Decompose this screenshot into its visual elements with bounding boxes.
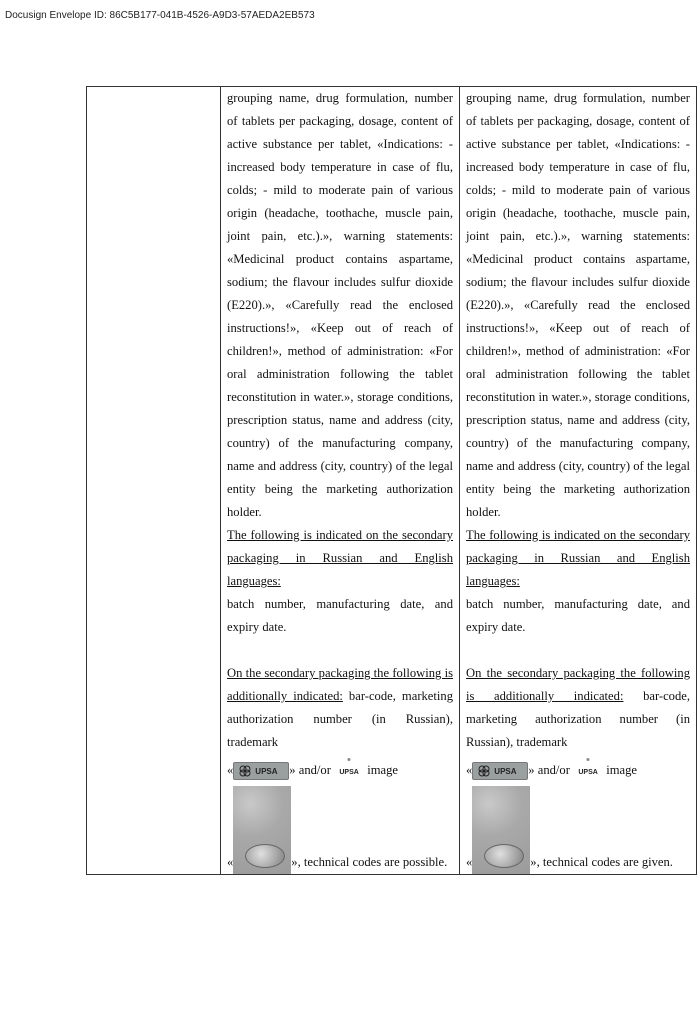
current-text-cell [221, 87, 460, 875]
tablet-image-line: « », technical codes are possible. [227, 786, 453, 874]
labeling-text: grouping name, drug formulation, number of tablets per packaging, dosage, content of active substance per tablet, «Indications: - increased body temperature in case of flu, colds; - mild to moderate pain of various origin (headache, toothache, muscle pain, joint pain, etc.).», warning statements: «Medicinal product contains aspartame, sodium; the flavour includes sulfur dioxide (E220).», «Carefully read the enclosed instructions!», «Keep out of reach of children!», method of administration: «For oral administration following the tablet reconstitution in water.», storage conditions, prescription status, name and address (city, country) of the manufacturing company, name and address (city, country) of the legal entity being the marketing authorization holder. [227, 91, 453, 519]
additional-rest: bar-code, marketing authorization number (in Russian), trademark [466, 689, 691, 749]
tablet-image-line: « », technical codes are given. [466, 786, 690, 874]
additional-heading: On the secondary packaging the following is additionally indicated: [227, 666, 453, 703]
additional-text [466, 662, 690, 754]
proposed-text-cell [460, 87, 697, 875]
upsa-logo-bar: UPSA [233, 762, 289, 780]
clover-icon [238, 765, 252, 777]
batch-text: batch number, manufacturing date, and expiry date. [466, 597, 690, 634]
logo-line: « UPSA » and/or UPSA image [227, 758, 453, 784]
clover-icon [477, 765, 491, 777]
labeling-text: grouping name, drug formulation, number of tablets per packaging, dosage, content of active substance per tablet, «Indications: - increased body temperature in case of flu, colds; - mild to moderate pain of various origin (headache, toothache, muscle pain, joint pain, etc.).», warning statements: «Medicinal product contains aspartame, sodium; the flavour includes sulfur dioxide (E220).», «Carefully read the enclosed instructions!», «Keep out of reach of children!», method of administration: «For oral administration following the tablet reconstitution in water.», storage conditions, prescription status, name and address (city, country) of the manufacturing company, name and address (city, country) of the legal entity being the marketing authorization holder. [466, 91, 690, 519]
tablet-image [472, 786, 530, 874]
upsa-logo-bar: UPSA [472, 762, 528, 780]
additional-rest: bar-code, marketing authorization number (in Russian), trademark [227, 689, 453, 749]
additional-heading: On the secondary packaging the following is additionally indicated: [466, 666, 690, 703]
upsa-logo-stack: UPSA [573, 758, 603, 784]
batch-text: batch number, manufacturing date, and expiry date. [227, 597, 453, 634]
additional-text [227, 662, 453, 754]
comparison-table [86, 86, 697, 875]
upsa-logo-stack: UPSA [334, 758, 364, 784]
table-row [87, 87, 697, 875]
languages-heading: The following is indicated on the secondary packaging in Russian and English languages: [227, 528, 453, 588]
logo-line: « UPSA » and/or UPSA image [466, 758, 690, 784]
languages-heading: The following is indicated on the secondary packaging in Russian and English languages: [466, 528, 690, 588]
tablet-image [233, 786, 291, 874]
empty-cell [87, 87, 221, 875]
envelope-id: Docusign Envelope ID: 86C5B177-041B-4526-A9D3-57AEDA2EB573 [5, 10, 315, 21]
